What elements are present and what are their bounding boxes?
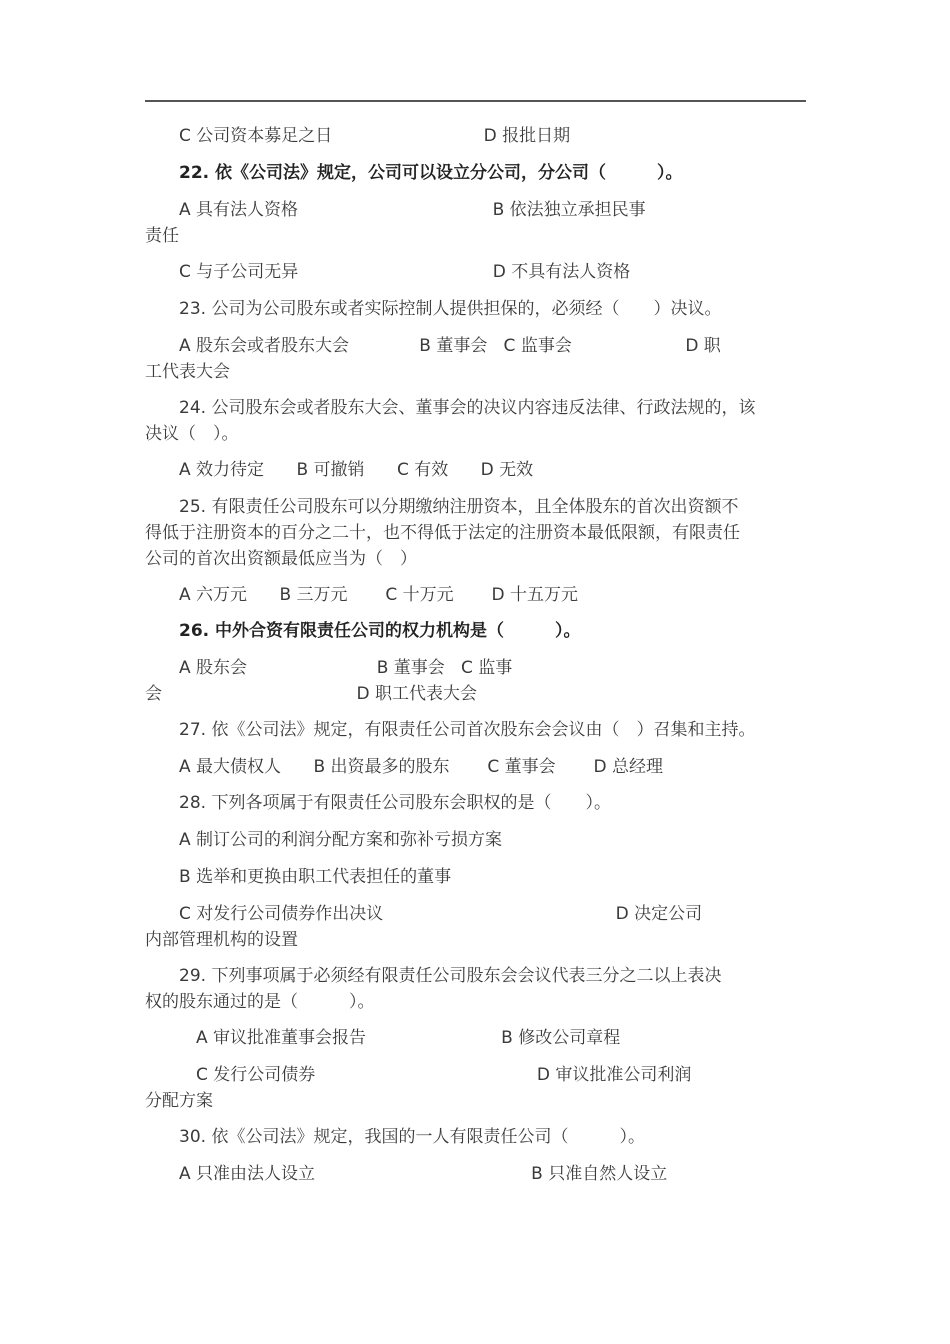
q25-options: A 六万元 B 三万元 C 十万元 D 十五万元 bbox=[145, 585, 578, 605]
q25-question: 25. 有限责任公司股东可以分期缴纳注册资本，且全体股东的首次出资额不 bbox=[145, 497, 739, 517]
q22-options-cd: C 与子公司无异 D 不具有法人资格 bbox=[145, 262, 631, 282]
header-rule bbox=[145, 100, 806, 102]
q23-options-wrap: 工代表大会 bbox=[145, 362, 230, 382]
q30-question: 30. 依《公司法》规定，我国的一人有限责任公司（ ）。 bbox=[145, 1127, 645, 1147]
q26-question: 26. 中外合资有限责任公司的权力机构是（ ）。 bbox=[145, 621, 581, 641]
q23-options: A 股东会或者股东大会 B 董事会 C 监事会 D 职 bbox=[145, 336, 721, 356]
q28-option-a: A 制订公司的利润分配方案和弥补亏损方案 bbox=[145, 830, 503, 850]
q21-options-cd: C 公司资本募足之日 D 报批日期 bbox=[145, 126, 571, 146]
q28-options-cd: C 对发行公司债券作出决议 D 决定公司 bbox=[145, 904, 703, 924]
q29-options-cd: C 发行公司债券 D 审议批准公司利润 bbox=[145, 1065, 692, 1085]
q22-question: 22. 依《公司法》规定，公司可以设立分公司，分公司（ ）。 bbox=[145, 163, 683, 183]
q29-options-cd-wrap: 分配方案 bbox=[145, 1091, 213, 1111]
q28-options-cd-wrap: 内部管理机构的设置 bbox=[145, 930, 298, 950]
q26-options-wrap: 会 D 职工代表大会 bbox=[145, 684, 478, 704]
q23-question: 23. 公司为公司股东或者实际控制人提供担保的，必须经（ ）决议。 bbox=[145, 299, 722, 319]
q24-question: 24. 公司股东会或者股东大会、董事会的决议内容违反法律、行政法规的，该 bbox=[145, 398, 756, 418]
q22-options-ab-wrap: 责任 bbox=[145, 226, 179, 246]
q24-options: A 效力待定 B 可撤销 C 有效 D 无效 bbox=[145, 460, 534, 480]
q25-question-wrap-2: 公司的首次出资额最低应当为（ ） bbox=[145, 549, 417, 569]
q29-options-ab: A 审议批准董事会报告 B 修改公司章程 bbox=[145, 1028, 621, 1048]
q28-option-b: B 选举和更换由职工代表担任的董事 bbox=[145, 867, 452, 887]
q27-options: A 最大债权人 B 出资最多的股东 C 董事会 D 总经理 bbox=[145, 757, 663, 777]
q24-question-wrap: 决议（ ）。 bbox=[145, 424, 239, 444]
q27-question: 27. 依《公司法》规定，有限责任公司首次股东会会议由（ ）召集和主持。 bbox=[145, 720, 756, 740]
q26-options: A 股东会 B 董事会 C 监事 bbox=[145, 658, 513, 678]
q25-question-wrap-1: 得低于注册资本的百分之二十，也不得低于法定的注册资本最低限额，有限责任 bbox=[145, 523, 740, 543]
q28-question: 28. 下列各项属于有限责任公司股东会职权的是（ ）。 bbox=[145, 793, 611, 813]
q29-question-wrap: 权的股东通过的是（ ）。 bbox=[145, 992, 375, 1012]
q22-options-ab: A 具有法人资格 B 依法独立承担民事 bbox=[145, 200, 646, 220]
q29-question: 29. 下列事项属于必须经有限责任公司股东会会议代表三分之二以上表决 bbox=[145, 966, 722, 986]
q30-options-ab: A 只准由法人设立 B 只准自然人设立 bbox=[145, 1164, 668, 1184]
